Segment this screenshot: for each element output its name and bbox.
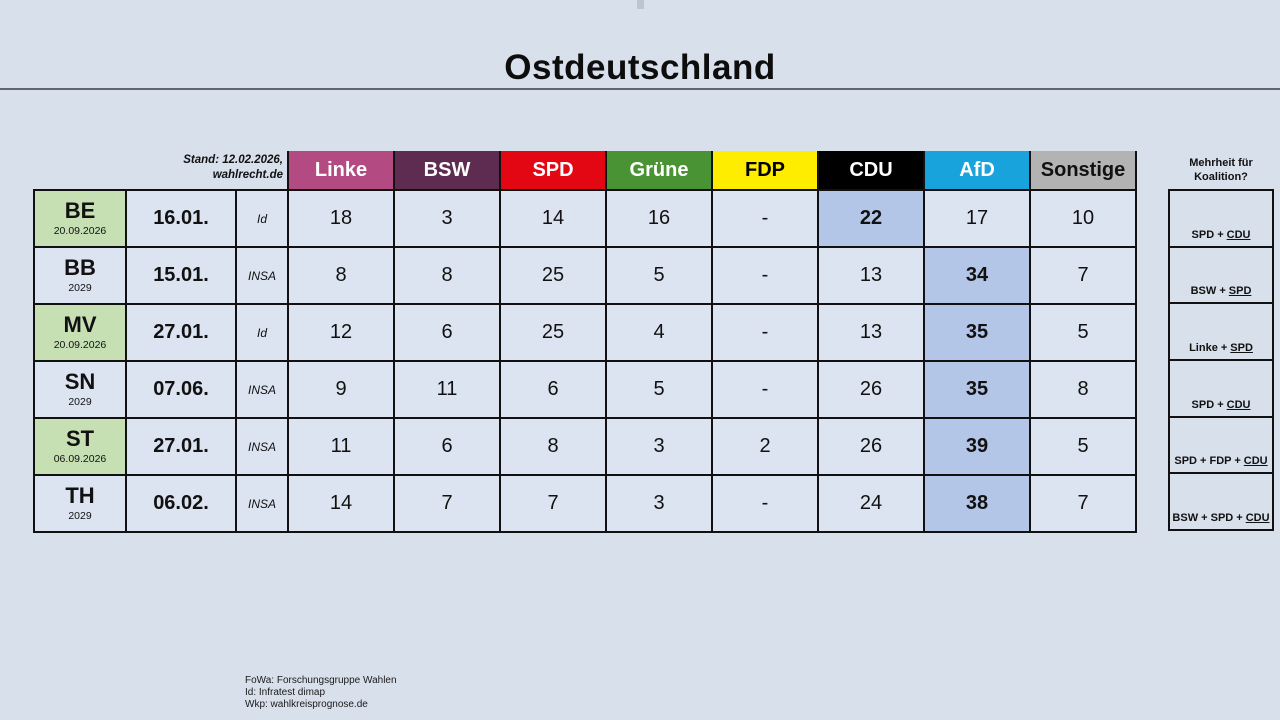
value-cell-fdp: - — [713, 362, 819, 419]
coalition-cell-be — [1170, 191, 1272, 248]
value-cell-fdp: - — [713, 305, 819, 362]
party-header-linke: Linke — [287, 151, 393, 189]
coalition-column — [1168, 189, 1274, 531]
state-election-date: 2029 — [68, 510, 92, 523]
state-cell-bb — [35, 248, 127, 305]
institute-cell: INSA — [237, 248, 289, 305]
value-cell-cdu: 24 — [819, 476, 925, 533]
party-header-row — [287, 151, 1137, 189]
top-edge-artifact — [637, 0, 644, 9]
state-cell-sn — [35, 362, 127, 419]
coalition-parties: Linke + — [1189, 342, 1228, 355]
value-cell-cdu: 26 — [819, 419, 925, 476]
coalition-underlined-party: CDU — [1226, 228, 1251, 241]
poll-date-cell: 27.01. — [127, 305, 237, 362]
poll-date-cell: 27.01. — [127, 419, 237, 476]
state-election-date: 20.09.2026 — [53, 339, 107, 352]
value-cell-afd-leader: 39 — [925, 419, 1031, 476]
value-cell-spd: 6 — [501, 362, 607, 419]
footnote-id: Id: Infratest dimap — [245, 687, 326, 698]
poll-date-cell: 15.01. — [127, 248, 237, 305]
footnote-wkp: Wkp: wahlkreisprognose.de — [245, 699, 368, 710]
poll-date-cell: 16.01. — [127, 191, 237, 248]
state-abbr: SN — [64, 369, 96, 395]
coalition-underlined-party: CDU — [1245, 512, 1270, 525]
value-cell-bsw: 7 — [395, 476, 501, 533]
value-cell-afd-leader: 34 — [925, 248, 1031, 305]
state-election-date: 2029 — [68, 396, 92, 409]
value-cell-fdp: - — [713, 476, 819, 533]
coalition-cell-mv — [1170, 304, 1272, 361]
coalition-cell-th — [1170, 474, 1272, 529]
party-header-spd: SPD — [499, 151, 605, 189]
institute-cell: Id — [237, 191, 289, 248]
state-election-date: 2029 — [68, 282, 92, 295]
value-cell-sonstige: 5 — [1031, 305, 1137, 362]
value-cell-cdu: 13 — [819, 248, 925, 305]
value-cell-bsw: 6 — [395, 419, 501, 476]
value-cell-bsw: 8 — [395, 248, 501, 305]
institute-cell: INSA — [237, 419, 289, 476]
poll-date-cell: 06.02. — [127, 476, 237, 533]
coalition-parties: BSW + — [1190, 285, 1226, 298]
value-cell-bsw: 3 — [395, 191, 501, 248]
poll-table — [33, 189, 1137, 533]
coalition-parties: SPD + — [1191, 398, 1224, 411]
value-cell-linke: 12 — [289, 305, 395, 362]
value-cell-spd: 25 — [501, 305, 607, 362]
value-cell-linke: 11 — [289, 419, 395, 476]
stand-date: Stand: 12.02.2026, — [183, 154, 283, 166]
institute-cell: INSA — [237, 362, 289, 419]
state-cell-mv — [35, 305, 127, 362]
state-abbr: BE — [64, 198, 96, 224]
coalition-column-header — [1168, 156, 1274, 184]
value-cell-cdu-leader: 22 — [819, 191, 925, 248]
value-cell-sonstige: 5 — [1031, 419, 1137, 476]
coalition-header-line1: Mehrheit für — [1189, 157, 1253, 169]
value-cell-afd-leader: 35 — [925, 362, 1031, 419]
value-cell-bsw: 11 — [395, 362, 501, 419]
coalition-underlined-party: CDU — [1243, 455, 1268, 468]
value-cell-gruene: 3 — [607, 476, 713, 533]
coalition-header-line2: Koalition? — [1194, 171, 1248, 183]
value-cell-gruene: 4 — [607, 305, 713, 362]
state-election-date: 06.09.2026 — [53, 453, 107, 466]
value-cell-cdu: 26 — [819, 362, 925, 419]
coalition-underlined-party: CDU — [1226, 398, 1251, 411]
value-cell-gruene: 5 — [607, 362, 713, 419]
institute-cell: Id — [237, 305, 289, 362]
value-cell-fdp: 2 — [713, 419, 819, 476]
value-cell-linke: 9 — [289, 362, 395, 419]
stand-source: wahlrecht.de — [212, 169, 283, 181]
coalition-parties: SPD + — [1191, 228, 1224, 241]
value-cell-gruene: 5 — [607, 248, 713, 305]
value-cell-spd: 7 — [501, 476, 607, 533]
value-cell-afd: 17 — [925, 191, 1031, 248]
state-cell-st — [35, 419, 127, 476]
party-header-fdp: FDP — [711, 151, 817, 189]
value-cell-sonstige: 7 — [1031, 248, 1137, 305]
party-header-bsw: BSW — [393, 151, 499, 189]
party-header-cdu: CDU — [817, 151, 923, 189]
footnotes — [245, 675, 397, 711]
coalition-parties: BSW + SPD + — [1172, 512, 1243, 525]
state-cell-th — [35, 476, 127, 533]
value-cell-bsw: 6 — [395, 305, 501, 362]
coalition-cell-st — [1170, 418, 1272, 475]
coalition-parties: SPD + FDP + — [1174, 455, 1241, 468]
value-cell-fdp: - — [713, 191, 819, 248]
value-cell-cdu: 13 — [819, 305, 925, 362]
state-abbr: ST — [65, 426, 95, 452]
state-abbr: BB — [64, 255, 96, 281]
value-cell-sonstige: 8 — [1031, 362, 1137, 419]
state-abbr: TH — [65, 483, 95, 509]
stand-note — [100, 153, 283, 183]
party-header-gruene: Grüne — [605, 151, 711, 189]
value-cell-gruene: 16 — [607, 191, 713, 248]
value-cell-gruene: 3 — [607, 419, 713, 476]
value-cell-sonstige: 10 — [1031, 191, 1137, 248]
value-cell-afd-leader: 35 — [925, 305, 1031, 362]
coalition-cell-sn — [1170, 361, 1272, 418]
footnote-fowa: FoWa: Forschungsgruppe Wahlen — [245, 675, 397, 686]
party-header-afd: AfD — [923, 151, 1029, 189]
state-cell-be — [35, 191, 127, 248]
value-cell-fdp: - — [713, 248, 819, 305]
value-cell-linke: 14 — [289, 476, 395, 533]
title-divider — [0, 88, 1280, 90]
state-election-date: 20.09.2026 — [53, 225, 107, 238]
page-title: Ostdeutschland — [504, 48, 776, 87]
poll-date-cell: 07.06. — [127, 362, 237, 419]
institute-cell: INSA — [237, 476, 289, 533]
value-cell-linke: 8 — [289, 248, 395, 305]
value-cell-sonstige: 7 — [1031, 476, 1137, 533]
coalition-cell-bb — [1170, 248, 1272, 305]
value-cell-afd-leader: 38 — [925, 476, 1031, 533]
coalition-underlined-party: SPD — [1228, 285, 1252, 298]
state-abbr: MV — [63, 312, 97, 338]
value-cell-linke: 18 — [289, 191, 395, 248]
party-header-sonstige: Sonstige — [1029, 151, 1135, 189]
value-cell-spd: 25 — [501, 248, 607, 305]
coalition-underlined-party: SPD — [1230, 342, 1253, 355]
value-cell-spd: 14 — [501, 191, 607, 248]
value-cell-spd: 8 — [501, 419, 607, 476]
